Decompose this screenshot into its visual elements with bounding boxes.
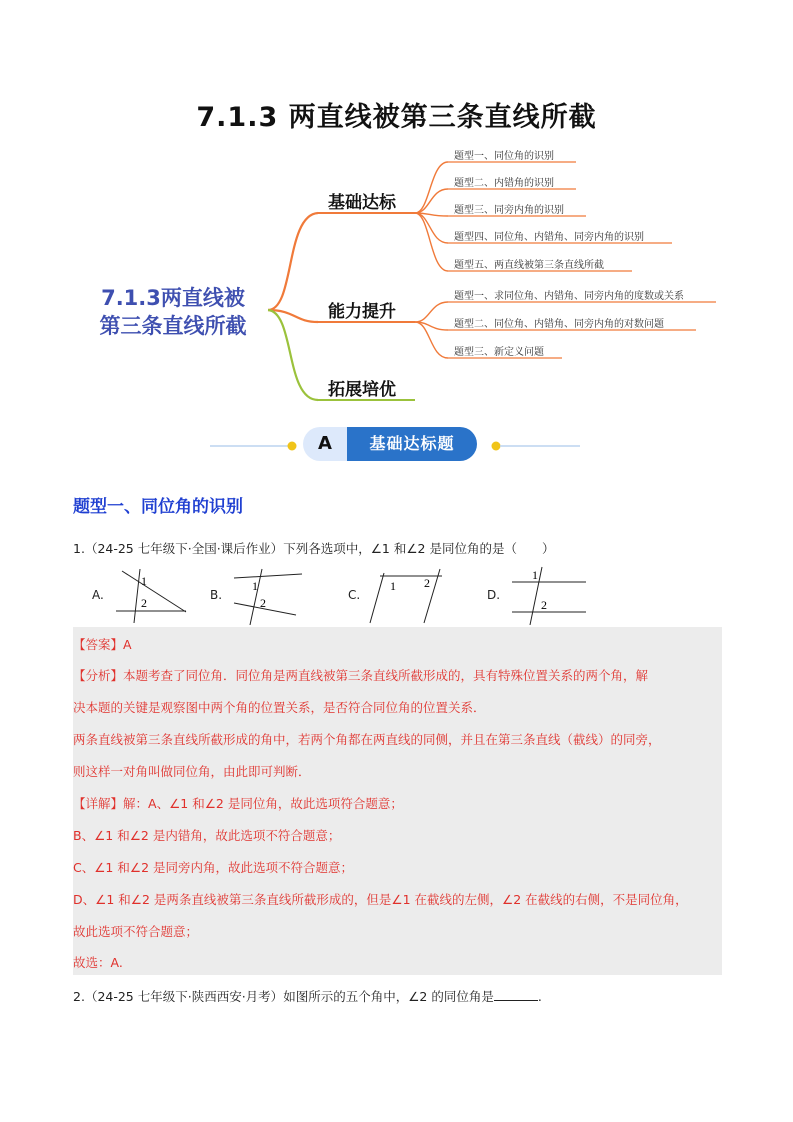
mindmap-leaf: 题型三、同旁内角的识别: [454, 205, 564, 216]
figure-a: [108, 565, 188, 625]
angle-label-1: 1: [390, 579, 396, 593]
question-2: [73, 987, 542, 1005]
section-heading: 题型一、同位角的识别: [73, 497, 243, 517]
detail-line-5: 故此选项不符合题意；: [73, 924, 199, 939]
mindmap-leaf: 题型二、内错角的识别: [454, 178, 554, 189]
detail-line-1: [73, 794, 722, 812]
section-banner: [303, 427, 477, 461]
mindmap-leaf: 题型四、同位角、内错角、同旁内角的识别: [454, 232, 644, 243]
angle-label-2: 2: [541, 598, 547, 612]
angle-label-2: 2: [424, 576, 430, 590]
analysis-line-2: 决本题的关键是观察图中两个角的位置关系，是否符合同位角的位置关系．: [73, 700, 486, 715]
detail-tag: 【详解】: [73, 796, 124, 811]
mindmap-branch-extend: 拓展培优: [328, 380, 396, 400]
mindmap-center-line1: 7.1.3两直线被: [101, 286, 245, 310]
conclusion-line: 故选：A.: [73, 955, 123, 970]
option-a-label: A.: [92, 588, 104, 602]
answer-value: A: [123, 637, 132, 652]
answer-line: [73, 635, 722, 653]
mindmap-branch-basic: 基础达标: [328, 193, 396, 213]
mindmap-leaf: 题型二、同位角、内错角、同旁内角的对数问题: [454, 319, 664, 330]
option-d-label: D.: [487, 588, 501, 602]
mindmap-center-line2: 第三条直线所截: [99, 314, 247, 338]
angle-label-1: 1: [532, 568, 538, 582]
analysis-line-4: 则这样一对角叫做同位角，由此即可判断．: [73, 764, 311, 779]
angle-label-1: 1: [252, 579, 258, 593]
detail-line-4: D、∠1 和∠2 是两条直线被第三条直线所截形成的，但是∠1 在截线的左侧，∠2 在截线的右侧，不是同位角，: [73, 892, 688, 907]
angle-label-2: 2: [260, 596, 266, 610]
option-c-label: C.: [348, 588, 361, 602]
detail-line-3: C、∠1 和∠2 是同旁内角，故此选项不符合题意；: [73, 860, 353, 875]
answer-tag: 【答案】: [73, 637, 124, 652]
figure-c: [364, 565, 446, 625]
page-title: 7.1.3 两直线被第三条直线所截: [196, 102, 597, 133]
question-stem: 下列各选项中，∠1 和∠2 是同位角的是（ ）: [283, 541, 555, 556]
banner-text: 基础达标题: [347, 427, 477, 461]
question-source: （24-25 七年级下·全国·课后作业）: [84, 541, 284, 556]
angle-label-2: 2: [141, 596, 147, 610]
analysis-text: 本题考查了同位角．同位角是两直线被第三条直线所截形成的，具有特殊位置关系的两个角，解: [123, 668, 649, 683]
mindmap-connectors: [0, 0, 793, 430]
option-b-label: B.: [210, 588, 223, 602]
mindmap-center: [78, 284, 268, 340]
detail-line-2: B、∠1 和∠2 是内错角，故此选项不符合题意；: [73, 828, 341, 843]
angle-label-1: 1: [141, 574, 147, 588]
mindmap-leaf: 题型五、两直线被第三条直线所截: [454, 260, 604, 271]
question-number: 1.: [73, 541, 85, 556]
analysis-line-1: [73, 666, 722, 684]
mindmap-leaf: 题型三、新定义问题: [454, 347, 544, 358]
question-end: .: [537, 989, 542, 1004]
banner-letter: A: [303, 427, 347, 461]
figure-b: [226, 565, 306, 625]
question-stem: 如图所示的五个角中，∠2 的同位角是: [283, 989, 494, 1004]
mindmap-leaf: 题型一、同位角的识别: [454, 151, 554, 162]
question-source: （24-25 七年级下·陕西西安·月考）: [84, 989, 284, 1004]
analysis-tag: 【分析】: [73, 668, 124, 683]
question-number: 2.: [73, 989, 85, 1004]
analysis-line-3: 两条直线被第三条直线所截形成的角中，若两个角都在两直线的同侧，并且在第三条直线（截线）的同旁，: [73, 732, 661, 747]
mindmap-leaf: 题型一、求同位角、内错角、同旁内角的度数或关系: [454, 291, 684, 302]
question-1: [73, 539, 554, 557]
detail-text: 解：A、∠1 和∠2 是同位角，故此选项符合题意；: [123, 796, 403, 811]
mindmap-branch-improve: 能力提升: [328, 302, 396, 322]
figure-d: [508, 565, 590, 625]
answer-blank[interactable]: [494, 988, 538, 1001]
